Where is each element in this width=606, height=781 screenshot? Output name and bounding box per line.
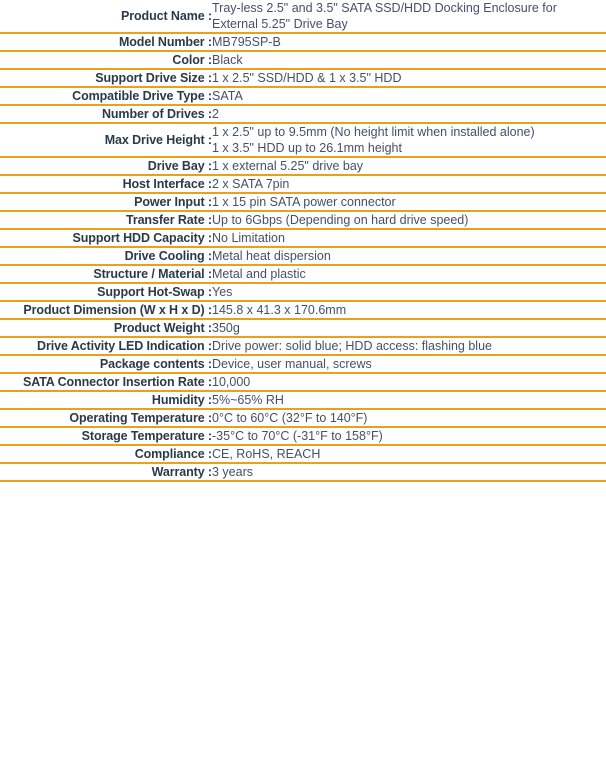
spec-label: Product Weight :: [113, 321, 212, 335]
spec-value-line: No Limitation: [212, 231, 285, 245]
spec-value-line: 350g: [212, 321, 240, 335]
spec-label: Drive Cooling :: [124, 249, 212, 263]
spec-value-line: 1 x external 5.25" drive bay: [212, 159, 364, 173]
spec-value-line: 1 x 2.5" up to 9.5mm (No height limit when installed alone): [212, 125, 535, 139]
spec-label: Operating Temperature :: [69, 411, 212, 425]
spec-value-line: Tray-less 2.5" and 3.5" SATA SSD/HDD Docking Enclosure for: [212, 1, 557, 15]
spec-row: [0, 69, 606, 87]
spec-label: Number of Drives :: [101, 107, 212, 121]
spec-value-line: CE, RoHS, REACH: [212, 447, 321, 461]
spec-value-line: MB795SP-B: [212, 35, 281, 49]
spec-label: Storage Temperature :: [81, 429, 212, 443]
spec-label: Host Interface :: [122, 177, 212, 191]
spec-value-line: 5%~65% RH: [212, 393, 284, 407]
spec-label: Transfer Rate :: [125, 213, 212, 227]
spec-label: Power Input :: [134, 195, 212, 209]
spec-value: [212, 51, 606, 69]
spec-label: Package contents :: [99, 357, 212, 371]
spec-label: Max Drive Height :: [104, 133, 212, 147]
spec-value: [212, 373, 606, 391]
spec-row: [0, 463, 606, 481]
spec-value: [212, 105, 606, 123]
spec-value: [212, 157, 606, 175]
spec-row: [0, 427, 606, 445]
spec-value-line: 0°C to 60°C (32°F to 140°F): [212, 411, 368, 425]
spec-value-line: Black: [212, 53, 243, 67]
spec-value: [212, 301, 606, 319]
spec-value: [212, 319, 606, 337]
spec-label: SATA Connector Insertion Rate :: [22, 375, 212, 389]
spec-value: [212, 445, 606, 463]
spec-value: [212, 427, 606, 445]
spec-row: [0, 229, 606, 247]
spec-label: Structure / Material :: [93, 267, 212, 281]
spec-value: [212, 0, 606, 33]
spec-value-line: SATA: [212, 89, 243, 103]
spec-row: [0, 373, 606, 391]
spec-row: [0, 301, 606, 319]
spec-value-line: 3 years: [212, 465, 253, 479]
spec-row: [0, 355, 606, 373]
spec-row: [0, 409, 606, 427]
spec-label: Drive Activity LED Indication :: [37, 339, 212, 353]
spec-value-line: 2: [212, 107, 219, 121]
spec-row: [0, 175, 606, 193]
spec-value: [212, 391, 606, 409]
spec-row: [0, 319, 606, 337]
spec-label: Warranty :: [151, 465, 212, 479]
spec-label: Support Hot-Swap :: [97, 285, 212, 299]
spec-value: [212, 463, 606, 481]
spec-row: [0, 265, 606, 283]
spec-value: [212, 193, 606, 211]
spec-label: Model Number :: [118, 35, 212, 49]
spec-value-line: Yes: [212, 285, 233, 299]
spec-label: Support HDD Capacity :: [72, 231, 212, 245]
spec-value-line: 145.8 x 41.3 x 170.6mm: [212, 303, 347, 317]
spec-value: [212, 229, 606, 247]
spec-value: [212, 211, 606, 229]
spec-row: [0, 157, 606, 175]
spec-row: [0, 247, 606, 265]
spec-value: [212, 123, 606, 157]
spec-row: [0, 391, 606, 409]
spec-value: [212, 355, 606, 373]
spec-row: [0, 445, 606, 463]
spec-value-line: 10,000: [212, 375, 251, 389]
spec-value-line: Up to 6Gbps (Depending on hard drive speed): [212, 213, 469, 227]
spec-value-line: 2 x SATA 7pin: [212, 177, 290, 191]
spec-label: Drive Bay :: [147, 159, 212, 173]
spec-row: [0, 33, 606, 51]
spec-value-line: Drive power: solid blue; HDD access: flashing blue: [212, 339, 492, 353]
spec-value: [212, 69, 606, 87]
spec-row: [0, 0, 606, 33]
spec-value: [212, 247, 606, 265]
spec-row: [0, 123, 606, 157]
spec-value-line: Metal and plastic: [212, 267, 306, 281]
spec-value-line: 1 x 15 pin SATA power connector: [212, 195, 396, 209]
spec-row: [0, 193, 606, 211]
spec-label: Product Dimension (W x H x D) :: [23, 303, 212, 317]
spec-value: [212, 337, 606, 355]
spec-row: [0, 283, 606, 301]
spec-label: Color :: [172, 53, 212, 67]
spec-row: [0, 87, 606, 105]
spec-value: [212, 87, 606, 105]
spec-label: Support Drive Size :: [95, 71, 212, 85]
spec-label: Product Name :: [121, 9, 212, 23]
spec-row: [0, 105, 606, 123]
spec-row: [0, 51, 606, 69]
spec-value: [212, 265, 606, 283]
spec-row: [0, 337, 606, 355]
spec-value-line: 1 x 2.5" SSD/HDD & 1 x 3.5" HDD: [212, 71, 402, 85]
spec-value-line: -35°C to 70°C (-31°F to 158°F): [212, 429, 383, 443]
spec-value-line: External 5.25" Drive Bay: [212, 17, 348, 31]
spec-value-line: Device, user manual, screws: [212, 357, 372, 371]
spec-label: Humidity :: [151, 393, 212, 407]
spec-label: Compliance :: [134, 447, 212, 461]
spec-value: [212, 175, 606, 193]
spec-row: [0, 211, 606, 229]
spec-value: [212, 409, 606, 427]
spec-value: [212, 33, 606, 51]
spec-value-line: Metal heat dispersion: [212, 249, 331, 263]
spec-value-line: 1 x 3.5" HDD up to 26.1mm height: [212, 141, 402, 155]
spec-value: [212, 283, 606, 301]
spec-label: Compatible Drive Type :: [72, 89, 212, 103]
